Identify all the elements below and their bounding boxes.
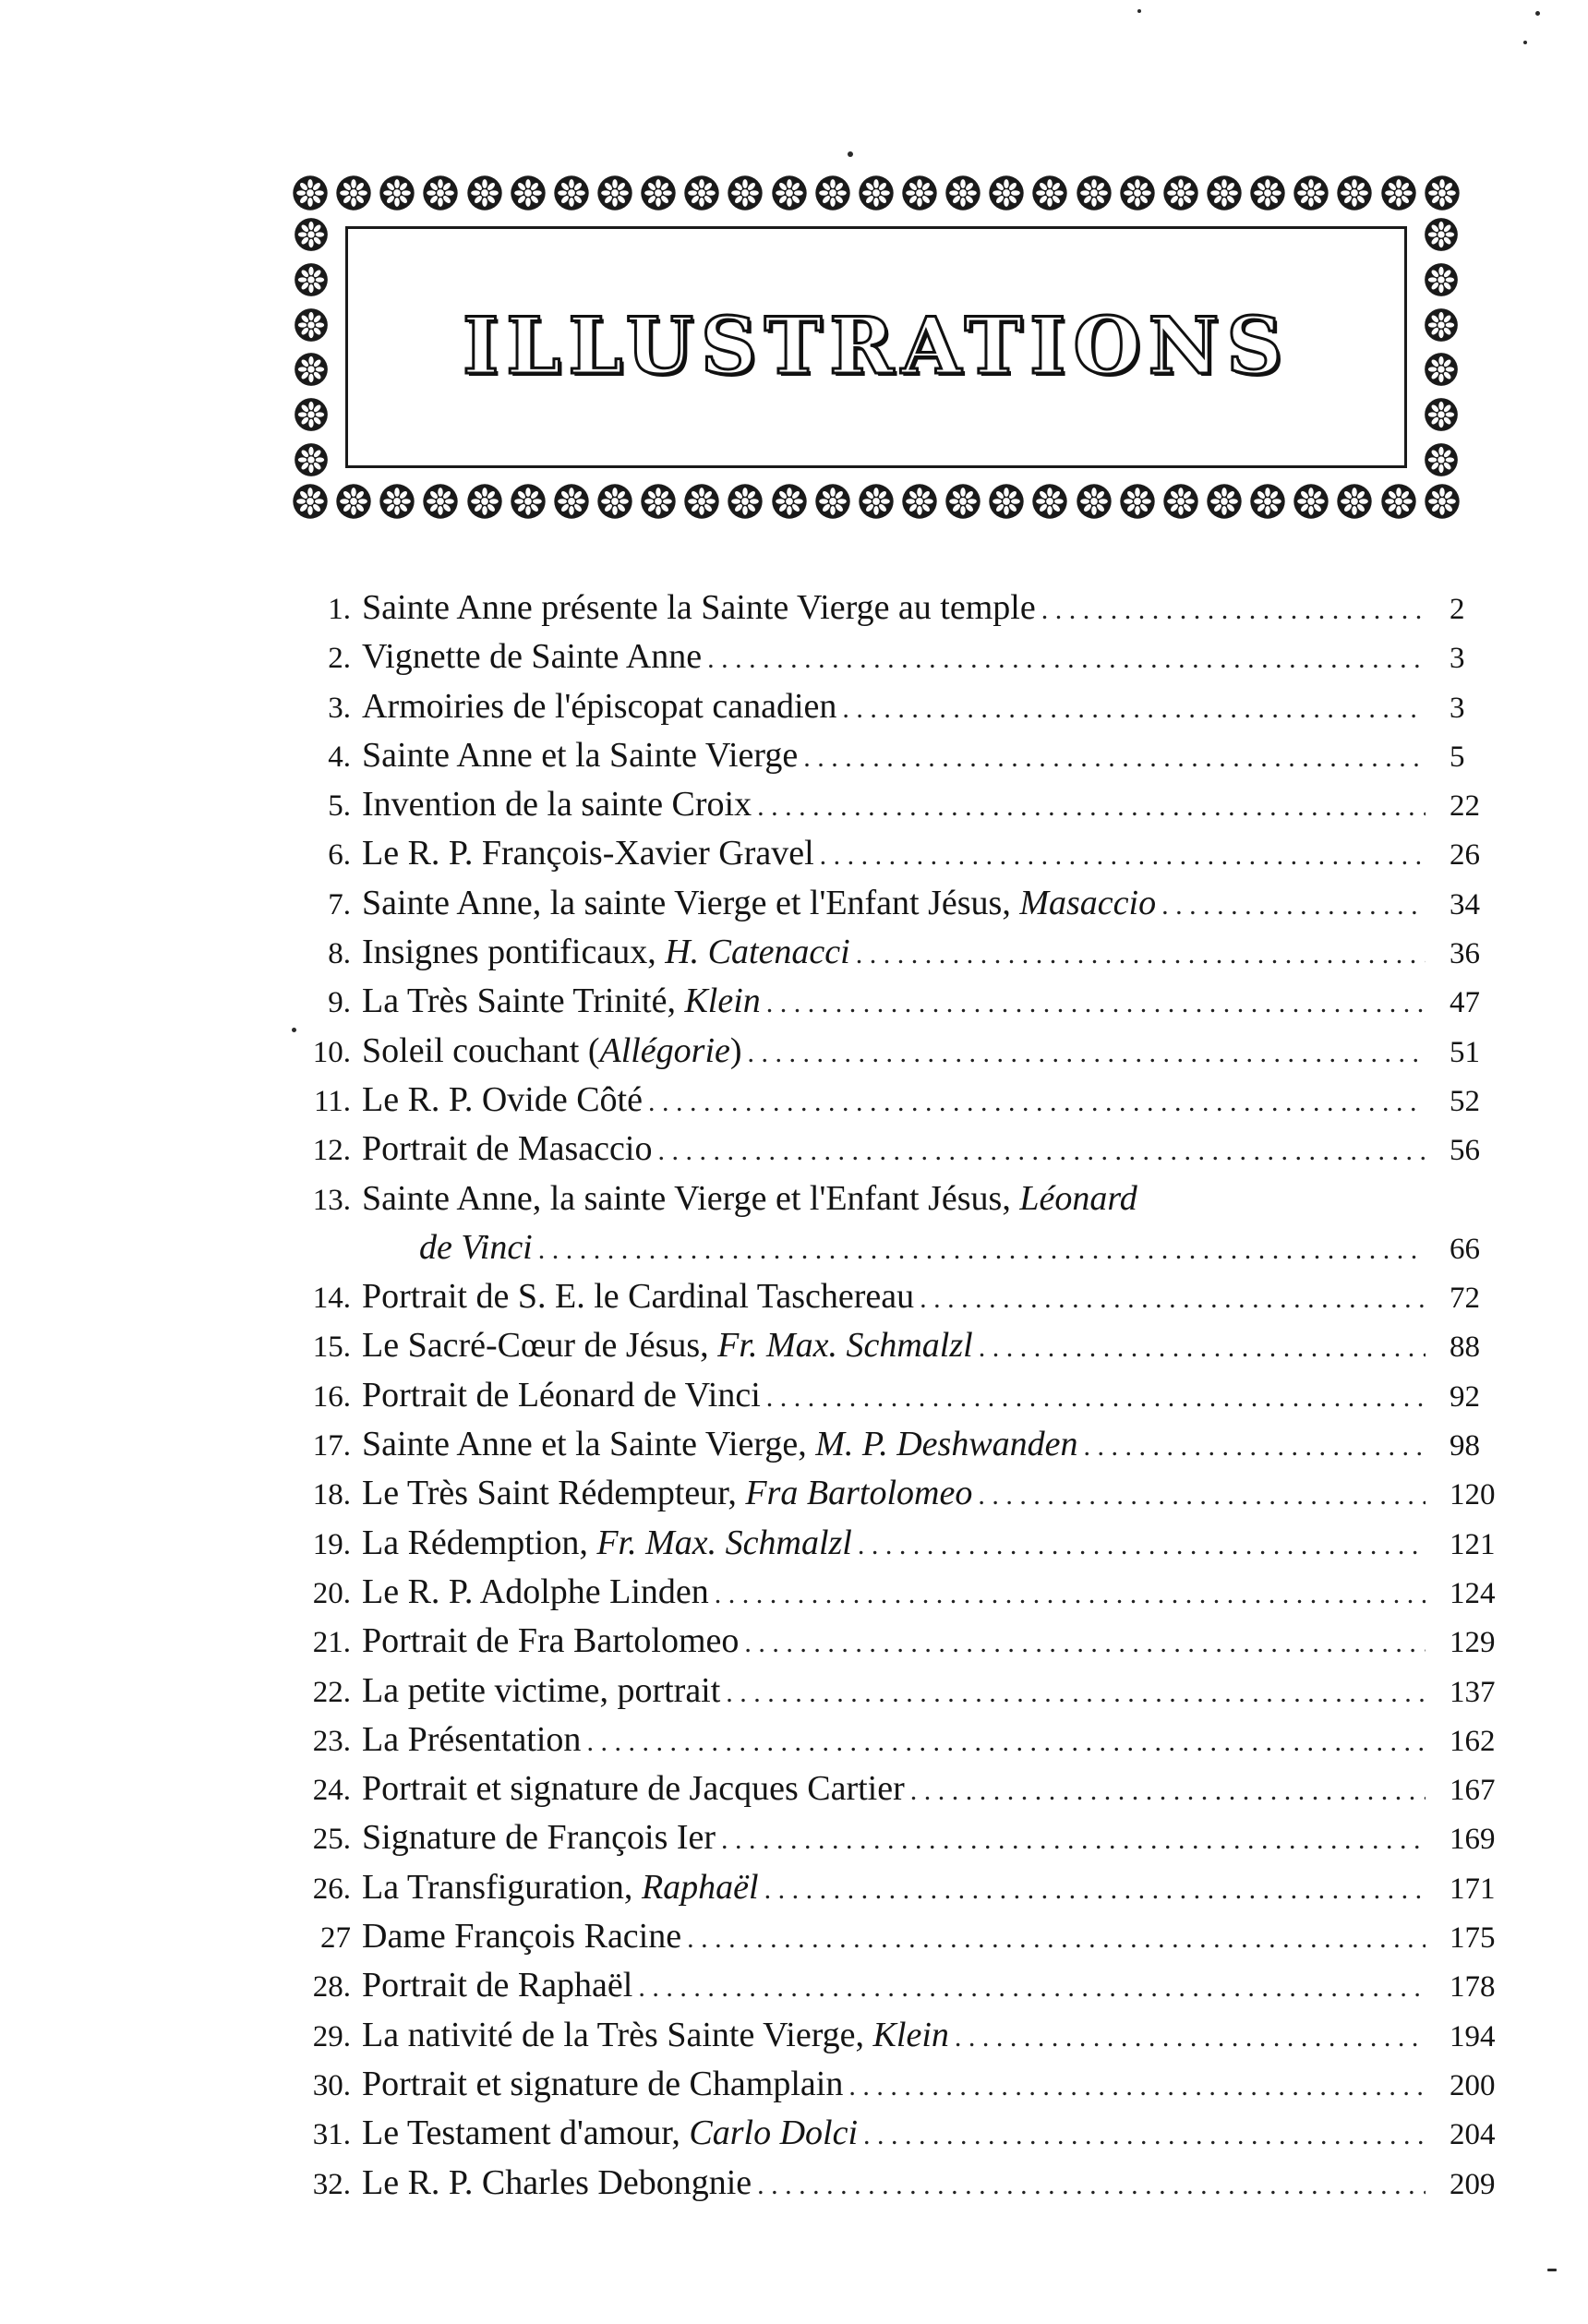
- entry-line: [277, 1223, 1514, 1272]
- entry-page-number: 167: [1450, 1774, 1496, 1808]
- entry-page-number: 51: [1450, 1035, 1480, 1069]
- rosette-ornament-icon: [1334, 481, 1375, 522]
- entry-page-number: 88: [1450, 1331, 1480, 1365]
- list-item: [277, 682, 1514, 731]
- list-item: [277, 879, 1514, 928]
- entry-title-text: La nativité de la Très Sainte Vierge,: [362, 2015, 865, 2054]
- entry-title: [362, 1027, 742, 1076]
- entry-number: 12.: [312, 1134, 351, 1168]
- entry-title-text: Le Sacré-Cœur de Jésus,: [362, 1326, 709, 1366]
- entry-page-number: 3: [1450, 642, 1465, 676]
- entry-title-text: Dame François Racine: [362, 1917, 682, 1957]
- list-item: [277, 1519, 1514, 1568]
- rosette-ornament-icon: [292, 395, 331, 434]
- entry-page-number: 98: [1450, 1429, 1480, 1463]
- dot-leader: [955, 2013, 1426, 2062]
- list-item: [277, 928, 1514, 977]
- entry-title: [362, 632, 702, 681]
- entry-title-text: Soleil couchant (: [362, 1030, 600, 1070]
- dot-leader: [858, 1521, 1426, 1570]
- dot-leader: [766, 979, 1426, 1028]
- rosette-ornament-icon: [551, 173, 592, 213]
- entry-page-number: 178: [1450, 1970, 1496, 2005]
- scan-speck: [848, 151, 853, 157]
- rosette-ornament-icon: [377, 481, 417, 522]
- list-item: [277, 1420, 1514, 1469]
- entry-title-text: Portrait de Raphaël: [362, 1966, 633, 2005]
- entry-title-text: La Rédemption,: [362, 1523, 588, 1562]
- entry-number: 26.: [312, 1872, 351, 1906]
- entry-number: 11.: [313, 1084, 351, 1118]
- entry-title: [362, 1568, 709, 1617]
- entry-artist: Fr. Max. Schmalzl: [717, 1326, 973, 1366]
- dot-leader: [978, 1471, 1426, 1520]
- rosette-ornament-icon: [464, 481, 505, 522]
- rosette-ornament-icon: [333, 481, 374, 522]
- entry-title: [362, 1174, 1137, 1223]
- rosette-ornament-icon: [1117, 173, 1158, 213]
- entry-title: [362, 1469, 972, 1518]
- entry-title-text: Vignette de Sainte Anne: [362, 637, 703, 677]
- entry-number: 20.: [312, 1576, 351, 1610]
- dot-leader: [1084, 1422, 1426, 1471]
- entry-number: 7.: [328, 887, 351, 921]
- list-item: [277, 584, 1514, 632]
- entry-title-text: Portrait et signature de Jacques Cartier: [362, 1769, 905, 1809]
- rosette-ornament-icon: [1204, 481, 1245, 522]
- rosette-ornament-icon: [595, 481, 635, 522]
- entry-title: [362, 2159, 752, 2208]
- entry-title-text: Le R. P. François-Xavier Gravel: [362, 834, 814, 873]
- entry-artist: Klein: [872, 2015, 949, 2054]
- rosette-ornament-icon: [986, 173, 1027, 213]
- entry-title-text: Portrait de S. E. le Cardinal Taschereau: [362, 1277, 915, 1317]
- entry-number: 1.: [328, 593, 351, 626]
- entry-page-number: 171: [1450, 1872, 1496, 1906]
- entry-title: [362, 780, 752, 829]
- entry-page-number: 162: [1450, 1724, 1496, 1758]
- scan-speck: [1547, 2269, 1557, 2271]
- dot-leader: [910, 1766, 1426, 1815]
- entry-number: 22.: [312, 1675, 351, 1709]
- entry-title: [362, 2060, 843, 2109]
- entry-number: 21.: [312, 1626, 351, 1660]
- rosette-ornament-icon: [856, 481, 896, 522]
- list-item: [277, 1813, 1514, 1862]
- illustrations-list: [277, 584, 1514, 2208]
- dot-leader: [842, 684, 1426, 733]
- entry-number: 23.: [312, 1724, 351, 1758]
- entry-title-text: Portrait de Masaccio: [362, 1129, 653, 1169]
- scan-speck: [1535, 11, 1540, 16]
- entry-number: 27: [320, 1921, 351, 1956]
- entry-page-number: 137: [1450, 1675, 1496, 1709]
- rosette-ornament-icon: [551, 481, 592, 522]
- ornament-band-top: [290, 171, 1462, 215]
- entry-page-number: 26: [1450, 838, 1480, 873]
- entry-title: [362, 977, 761, 1026]
- ornamental-title-frame: [290, 171, 1462, 524]
- ornament-band-bottom: [290, 479, 1462, 524]
- dot-leader: [638, 1963, 1426, 2012]
- entry-number: 5.: [328, 789, 351, 824]
- scan-speck: [1137, 9, 1141, 13]
- entry-title-text: Sainte Anne et la Sainte Vierge,: [362, 1425, 807, 1464]
- entry-title-text: Sainte Anne et la Sainte Vierge: [362, 735, 799, 775]
- entry-artist: Raphaël: [641, 1867, 759, 1907]
- rosette-ornament-icon: [1378, 173, 1419, 213]
- page-title: ILLUSTRATIONS: [462, 300, 1291, 391]
- entry-number: 28.: [312, 1970, 351, 2005]
- rosette-ornament-icon: [943, 173, 983, 213]
- entry-title-text: Le R. P. Ovide Côté: [362, 1079, 643, 1119]
- entry-title: [362, 1420, 1078, 1469]
- entry-page-number: 175: [1450, 1921, 1496, 1956]
- entry-artist: Carlo Dolci: [689, 2113, 859, 2153]
- rosette-ornament-icon: [943, 481, 983, 522]
- entry-title-text: Invention de la sainte Croix: [362, 785, 752, 825]
- entry-page-number: 47: [1450, 986, 1480, 1020]
- rosette-ornament-icon: [290, 481, 331, 522]
- rosette-ornament-icon: [595, 173, 635, 213]
- list-item: [277, 977, 1514, 1026]
- list-item: [277, 2109, 1514, 2158]
- list-item: [277, 1174, 1514, 1273]
- rosette-ornament-icon: [1291, 481, 1331, 522]
- rosette-ornament-icon: [681, 481, 722, 522]
- list-item: [277, 1863, 1514, 1912]
- list-item: [277, 1125, 1514, 1174]
- list-item: [277, 1716, 1514, 1764]
- entry-title: [362, 1371, 761, 1420]
- entry-number: 24.: [312, 1774, 351, 1808]
- entry-title: [362, 829, 814, 878]
- rosette-ornament-icon: [681, 173, 722, 213]
- entry-number: 25.: [312, 1823, 351, 1857]
- dot-leader: [863, 2111, 1426, 2160]
- entry-page-number: 22: [1450, 789, 1480, 824]
- list-item: [277, 1027, 1514, 1076]
- rosette-ornament-icon: [812, 481, 853, 522]
- dot-leader: [586, 1717, 1426, 1766]
- entry-title: [362, 584, 1036, 632]
- entry-page-number: 56: [1450, 1134, 1480, 1168]
- entry-title: [362, 1764, 905, 1813]
- entry-page-number: 34: [1450, 887, 1480, 921]
- entry-title: [362, 879, 1156, 928]
- rosette-ornament-icon: [1422, 260, 1461, 299]
- entry-artist: Allégorie: [599, 1030, 730, 1070]
- list-item: [277, 1076, 1514, 1125]
- entry-title: [362, 1272, 914, 1321]
- entry-number: 6.: [328, 838, 351, 873]
- rosette-ornament-icon: [769, 173, 810, 213]
- rosette-ornament-icon: [1422, 395, 1461, 434]
- dot-leader: [657, 1126, 1426, 1175]
- list-item: [277, 780, 1514, 829]
- dot-leader: [715, 1570, 1426, 1619]
- entry-page-number: 36: [1450, 937, 1480, 971]
- dot-leader: [820, 831, 1426, 880]
- entry-title-text: Portrait de Léonard de Vinci: [362, 1375, 761, 1415]
- dot-leader: [1161, 881, 1426, 930]
- entry-number: 16.: [312, 1379, 351, 1414]
- entry-title-text: La Transfiguration,: [362, 1867, 633, 1907]
- rosette-ornament-icon: [899, 173, 940, 213]
- entry-title: [362, 1813, 716, 1862]
- rosette-ornament-icon: [1422, 440, 1461, 479]
- rosette-ornament-icon: [986, 481, 1027, 522]
- entry-number: 29.: [312, 2019, 351, 2053]
- rosette-ornament-icon: [508, 481, 548, 522]
- entry-title-text: Sainte Anne, la sainte Vierge et l'Enfant Jésus,: [362, 1178, 1011, 1218]
- entry-page-number: 194: [1450, 2019, 1496, 2053]
- list-item: [277, 1272, 1514, 1321]
- rosette-ornament-icon: [1161, 173, 1201, 213]
- entry-page-number: 52: [1450, 1084, 1480, 1118]
- entry-title-text: La Présentation: [362, 1719, 582, 1759]
- entry-page-number: 120: [1450, 1478, 1496, 1512]
- dot-leader: [748, 1029, 1426, 1078]
- rosette-ornament-icon: [856, 173, 896, 213]
- entry-title-text: Signature de François Ier: [362, 1818, 716, 1858]
- scan-speck: [292, 1028, 296, 1032]
- dot-leader: [726, 1668, 1426, 1717]
- entry-title-suffix: ): [729, 1030, 742, 1070]
- rosette-ornament-icon: [1029, 481, 1070, 522]
- entry-title: [362, 1961, 632, 2010]
- dot-leader: [766, 1373, 1426, 1422]
- rosette-ornament-icon: [1029, 173, 1070, 213]
- rosette-ornament-icon: [1422, 481, 1462, 522]
- list-item: [277, 2159, 1514, 2208]
- dot-leader: [757, 782, 1426, 831]
- entry-artist: Fr. Max. Schmalzl: [596, 1523, 852, 1562]
- entry-title-text: Le R. P. Adolphe Linden: [362, 1571, 709, 1611]
- entry-page-number: 129: [1450, 1626, 1496, 1660]
- rosette-ornament-icon: [1378, 481, 1419, 522]
- entry-title: [362, 1617, 739, 1666]
- entry-artist: Masaccio: [1019, 883, 1157, 922]
- dot-leader: [687, 1914, 1426, 1963]
- entry-title: [362, 1321, 973, 1370]
- rosette-ornament-icon: [725, 173, 765, 213]
- entry-title: [362, 2011, 949, 2060]
- entry-number: 32.: [312, 2167, 351, 2201]
- entry-number: 4.: [328, 740, 351, 774]
- rosette-ornament-icon: [769, 481, 810, 522]
- entry-title: [362, 1519, 852, 1568]
- entry-number: 18.: [312, 1478, 351, 1512]
- rosette-ornament-icon: [1334, 173, 1375, 213]
- entry-number: 13.: [312, 1183, 351, 1217]
- entry-title: [362, 2109, 858, 2158]
- entry-artist-continuation: de Vinci: [419, 1227, 533, 1267]
- entry-title-text: Portrait de Fra Bartolomeo: [362, 1621, 740, 1661]
- rosette-ornament-icon: [290, 173, 331, 213]
- rosette-ornament-icon: [1161, 481, 1201, 522]
- dot-leader: [744, 1619, 1426, 1668]
- rosette-ornament-icon: [1422, 215, 1461, 254]
- entry-title: [362, 1716, 581, 1764]
- entry-title-text: Insignes pontificaux,: [362, 933, 656, 972]
- entry-page-number: 3: [1450, 691, 1465, 725]
- list-item: [277, 1912, 1514, 1961]
- entry-title-text: Portrait et signature de Champlain: [362, 2064, 844, 2103]
- rosette-ornament-icon: [420, 481, 461, 522]
- entry-page-number: 66: [1450, 1232, 1480, 1266]
- rosette-ornament-icon: [508, 173, 548, 213]
- rosette-ornament-icon: [1074, 481, 1114, 522]
- entry-title-text: Sainte Anne présente la Sainte Vierge au temple: [362, 588, 1036, 627]
- entry-page-number: 72: [1450, 1282, 1480, 1316]
- entry-title: [362, 928, 850, 977]
- entry-number: 15.: [312, 1331, 351, 1365]
- dot-leader: [721, 1815, 1426, 1864]
- entry-number: 31.: [312, 2118, 351, 2152]
- entry-artist: M. P. Deshwanden: [815, 1425, 1078, 1464]
- entry-artist: H. Catenacci: [665, 933, 850, 972]
- entry-line: [277, 1174, 1514, 1223]
- list-item: [277, 632, 1514, 681]
- entry-artist: Léonard: [1019, 1178, 1137, 1218]
- rosette-ornament-icon: [899, 481, 940, 522]
- entry-title-text: Le Testament d'amour,: [362, 2113, 680, 2153]
- entry-page-number: 2: [1450, 593, 1465, 626]
- rosette-ornament-icon: [1291, 173, 1331, 213]
- entry-title: [362, 1125, 652, 1174]
- entry-page-number: 124: [1450, 1576, 1496, 1610]
- entry-title-text: La petite victime, portrait: [362, 1670, 721, 1710]
- rosette-ornament-icon: [420, 173, 461, 213]
- dot-leader: [538, 1225, 1426, 1274]
- scan-speck: [1523, 41, 1527, 44]
- entry-number: 30.: [312, 2068, 351, 2102]
- entry-title-text: Armoiries de l'épiscopat canadien: [362, 686, 837, 726]
- list-item: [277, 1568, 1514, 1617]
- entry-number: 9.: [328, 986, 351, 1020]
- entry-number: 10.: [312, 1035, 351, 1069]
- rosette-ornament-icon: [292, 260, 331, 299]
- entry-title-text: Le R. P. Charles Debongnie: [362, 2162, 752, 2202]
- dot-leader: [856, 930, 1426, 979]
- list-item: [277, 1371, 1514, 1420]
- list-item: [277, 1764, 1514, 1813]
- entry-page-number: 169: [1450, 1823, 1496, 1857]
- dot-leader: [979, 1323, 1426, 1372]
- entry-title: [362, 682, 836, 731]
- entry-page-number: 200: [1450, 2068, 1496, 2102]
- list-item: [277, 1961, 1514, 2010]
- entry-number: 17.: [312, 1429, 351, 1463]
- entry-title-text: Sainte Anne, la sainte Vierge et l'Enfant Jésus,: [362, 883, 1011, 922]
- dot-leader: [920, 1274, 1426, 1323]
- list-item: [277, 2060, 1514, 2109]
- entry-title: [362, 1076, 643, 1125]
- entry-number: 19.: [312, 1527, 351, 1561]
- rosette-ornament-icon: [292, 215, 331, 254]
- entry-title: [362, 731, 798, 780]
- dot-leader: [1041, 585, 1426, 634]
- rosette-ornament-icon: [1247, 481, 1288, 522]
- entry-title: [362, 1667, 720, 1716]
- rosette-ornament-icon: [464, 173, 505, 213]
- entry-page-number: 204: [1450, 2118, 1496, 2152]
- list-item: [277, 1321, 1514, 1370]
- list-item: [277, 1469, 1514, 1518]
- entry-number: 2.: [328, 642, 351, 676]
- dot-leader: [648, 1078, 1426, 1126]
- entry-artist: Fra Bartolomeo: [745, 1474, 973, 1513]
- entry-page-number: 121: [1450, 1527, 1496, 1561]
- dot-leader: [803, 733, 1426, 782]
- list-item: [277, 829, 1514, 878]
- entry-title: [362, 1863, 759, 1912]
- rosette-ornament-icon: [1247, 173, 1288, 213]
- dot-leader: [764, 1865, 1426, 1914]
- entry-artist: Klein: [684, 981, 761, 1021]
- rosette-ornament-icon: [1074, 173, 1114, 213]
- entry-title: [362, 1912, 681, 1961]
- rosette-ornament-icon: [1117, 481, 1158, 522]
- rosette-ornament-icon: [812, 173, 853, 213]
- entry-title-text: La Très Sainte Trinité,: [362, 981, 676, 1021]
- list-item: [277, 731, 1514, 780]
- entry-page-number: 209: [1450, 2167, 1496, 2201]
- rosette-ornament-icon: [1422, 173, 1462, 213]
- list-item: [277, 1667, 1514, 1716]
- rosette-ornament-icon: [333, 173, 374, 213]
- list-item: [277, 2011, 1514, 2060]
- entry-number: 14.: [312, 1282, 351, 1316]
- rosette-ornament-icon: [292, 440, 331, 479]
- rosette-ornament-icon: [1204, 173, 1245, 213]
- dot-leader: [848, 2062, 1426, 2111]
- entry-number: 8.: [328, 937, 351, 971]
- list-item: [277, 1617, 1514, 1666]
- dot-leader: [707, 634, 1426, 683]
- entry-title-text: Le Très Saint Rédempteur,: [362, 1474, 737, 1513]
- rosette-ornament-icon: [725, 481, 765, 522]
- rosette-ornament-icon: [638, 173, 679, 213]
- rosette-ornament-icon: [377, 173, 417, 213]
- entry-page-number: 5: [1450, 740, 1465, 774]
- entry-number: 3.: [328, 691, 351, 725]
- entry-page-number: 92: [1450, 1379, 1480, 1414]
- dot-leader: [757, 2161, 1426, 2210]
- rosette-ornament-icon: [638, 481, 679, 522]
